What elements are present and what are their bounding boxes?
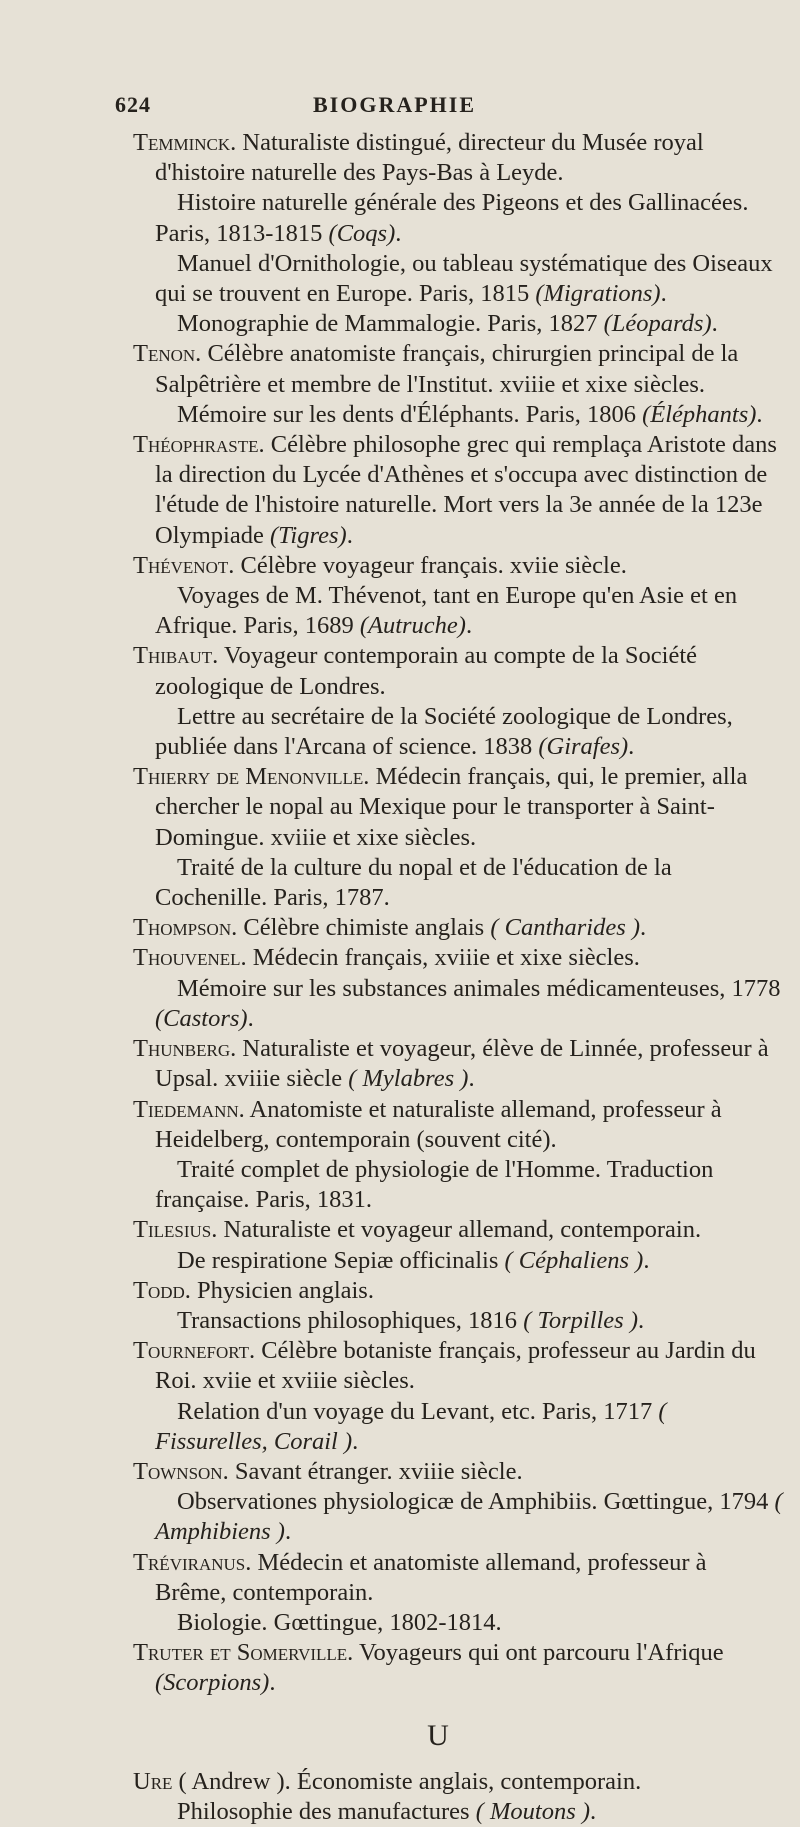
entry-animal-tag: ( Cantharides ) <box>490 914 641 942</box>
work-punct: . <box>247 1004 254 1032</box>
work-citation <box>133 702 783 762</box>
work-animal-tag: ( Fissurelles, Corail ) <box>155 1397 667 1455</box>
work-animal-tag: ( Torpilles ) <box>523 1306 638 1334</box>
work-animal-tag: ( Moutons ) <box>475 1797 591 1825</box>
work-animal-tag: (Éléphants) <box>642 400 757 428</box>
work-text: Manuel d'Ornithologie, ou tableau systématique des Oiseaux qui se trouvent en Europe. Paris, 1815 <box>155 249 773 308</box>
entry-description: Naturaliste et voyageur allemand, contemporain. <box>217 1216 702 1244</box>
work-punct: . <box>628 733 635 761</box>
entry-name: Thierry de Menonville. <box>133 763 370 791</box>
work-text: Relation d'un voyage du Levant, etc. Paris, 1717 <box>177 1397 659 1425</box>
work-text: Philosophie des manufactures <box>177 1797 476 1825</box>
work-punct: . <box>660 280 667 308</box>
work-punct: . <box>756 400 763 428</box>
entry-animal-tag: ( Mylabres ) <box>348 1065 469 1093</box>
entry-description: Célèbre philosophe grec qui remplaça Aristote dans la direction du Lycée d'Athènes et s'occupa avec distinction de l'étude de l'histoire naturelle. Mort vers la 3e année de la 123e Olympiade <box>155 431 777 549</box>
work-citation <box>133 1306 783 1336</box>
work-punct: . <box>284 1518 292 1546</box>
work-punct: . <box>643 1246 650 1274</box>
entry-description: ( Andrew ). Économiste anglais, contemporain. <box>172 1767 642 1795</box>
bio-entry <box>133 762 783 853</box>
page-body <box>133 128 783 1827</box>
work-punct: . <box>352 1427 359 1455</box>
entry-name: Thibaut. <box>133 642 219 670</box>
entry-description: Savant étranger. xviiie siècle. <box>228 1457 523 1485</box>
entry-punct: . <box>468 1065 475 1093</box>
work-citation <box>133 249 783 309</box>
work-text: De respiratione Sepiæ officinalis <box>177 1246 505 1274</box>
entry-punct: . <box>346 521 353 549</box>
work-animal-tag: (Coqs) <box>328 219 396 247</box>
entry-name: Tréviranus. <box>133 1548 252 1576</box>
bio-entry <box>133 641 783 701</box>
work-text: Biologie. Gœttingue, 1802-1814. <box>177 1608 502 1636</box>
work-citation <box>133 1797 783 1827</box>
work-punct: . <box>638 1306 645 1334</box>
work-citation <box>133 400 783 430</box>
entry-name: Thévenot. <box>133 551 235 579</box>
entry-name: Tilesius. <box>133 1216 218 1244</box>
work-text: Traité de la culture du nopal et de l'éducation de la Cochenille. Paris, 1787. <box>155 853 672 912</box>
entries-list-u <box>133 1767 783 1827</box>
bio-entry <box>133 1276 783 1306</box>
entry-name: Théophraste. <box>133 431 265 459</box>
work-punct: . <box>465 612 473 640</box>
entry-description: Naturaliste distingué, directeur du Musée royal d'histoire naturelle des Pays-Bas à Leyde. <box>155 129 704 187</box>
entry-description: Physicien anglais. <box>190 1276 374 1304</box>
entry-description: Célèbre chimiste anglais <box>237 914 491 942</box>
running-title: BIOGRAPHIE <box>313 92 477 117</box>
entry-name: Tenon. <box>133 340 202 368</box>
work-animal-tag: (Autruche) <box>359 612 466 640</box>
entry-description: Voyageurs qui ont parcouru l'Afrique <box>353 1639 724 1667</box>
bio-entry <box>133 1457 783 1487</box>
work-text: Transactions philosophiques, 1816 <box>177 1306 524 1334</box>
work-citation <box>133 1246 783 1276</box>
work-citation <box>133 853 783 913</box>
entry-name: Tiedemann. <box>133 1095 245 1123</box>
entry-name: Tournefort. <box>133 1337 256 1365</box>
work-citation <box>133 1487 783 1547</box>
bio-entry <box>133 1638 783 1698</box>
bio-entry <box>133 1767 783 1797</box>
entry-punct: . <box>269 1669 276 1697</box>
work-animal-tag: ( Amphibiens ) <box>155 1488 783 1546</box>
entry-name: Townson. <box>133 1457 229 1485</box>
entry-animal-tag: (Scorpions) <box>155 1669 270 1697</box>
bio-entry <box>133 1034 783 1094</box>
bio-entry <box>133 128 783 188</box>
work-text: Mémoire sur les dents d'Éléphants. Paris, 1806 <box>177 400 643 428</box>
work-citation <box>133 188 783 248</box>
work-citation <box>133 1155 783 1215</box>
work-text: Observationes physiologicæ de Amphibiis. Gœttingue, 1794 <box>177 1488 775 1516</box>
entry-description: Médecin français, xviiie et xixe siècles. <box>246 944 640 972</box>
bio-entry <box>133 430 783 551</box>
entry-description: Célèbre voyageur français. xviie siècle. <box>234 551 627 579</box>
entry-description: Célèbre botaniste français, professeur au Jardin du Roi. xviie et xviiie siècles. <box>155 1337 756 1395</box>
bio-entry <box>133 1095 783 1155</box>
work-animal-tag: (Migrations) <box>535 280 661 308</box>
bio-entry <box>133 1215 783 1245</box>
entry-name: Ure <box>133 1767 173 1795</box>
bio-entry <box>133 339 783 399</box>
work-citation <box>133 581 783 641</box>
entry-description: Voyageur contemporain au compte de la Société zoologique de Londres. <box>155 642 698 700</box>
work-citation <box>133 1608 783 1638</box>
entry-name: Thompson. <box>133 914 238 942</box>
work-animal-tag: ( Céphaliens ) <box>504 1246 644 1274</box>
bio-entry <box>133 1336 783 1396</box>
entry-name: Thunberg. <box>133 1035 237 1063</box>
work-text: Histoire naturelle générale des Pigeons et des Gallinacées. Paris, 1813-1815 <box>155 189 749 247</box>
section-letter: U <box>427 1718 449 1752</box>
work-citation <box>133 1397 783 1457</box>
entry-description: Anatomiste et naturaliste allemand, professeur à Heidelberg, contemporain (souvent cité). <box>155 1095 722 1153</box>
bio-entry <box>133 551 783 581</box>
page-number: 624 <box>115 92 151 117</box>
work-text: Mémoire sur les substances animales médicamenteuses, 1778 <box>177 974 781 1002</box>
entries-list-t <box>133 128 783 1699</box>
entry-description: Célèbre anatomiste français, chirurgien principal de la Salpêtrière et membre de l'Institut. xviiie et xixe siècles. <box>155 340 739 398</box>
work-animal-tag: (Léopards) <box>603 310 712 338</box>
entry-description: Naturaliste et voyageur, élève de Linnée, professeur à Upsal. xviiie siècle <box>155 1035 769 1093</box>
bio-entry <box>133 943 783 973</box>
work-text: Lettre au secrétaire de la Société zoologique de Londres, publiée dans l'Arcana of science. 1838 <box>155 702 733 761</box>
entry-name: Temminck. <box>133 129 237 156</box>
entry-name: Todd. <box>133 1276 191 1304</box>
entry-punct: . <box>640 914 647 942</box>
entry-name: Thouvenel. <box>133 944 247 972</box>
work-text: Traité complet de physiologie de l'Homme. Traduction française. Paris, 1831. <box>155 1155 714 1214</box>
work-punct: . <box>395 219 402 247</box>
work-text: Monographie de Mammalogie. Paris, 1827 <box>177 310 604 338</box>
work-animal-tag: (Girafes) <box>538 733 629 761</box>
bio-entry <box>133 1548 783 1608</box>
work-citation <box>133 309 783 339</box>
bio-entry <box>133 913 783 943</box>
work-citation <box>133 974 783 1034</box>
entry-description: Médecin français, qui, le premier, alla chercher le nopal au Mexique pour le transporter à Saint-Domingue. xviiie et xixe siècles. <box>155 763 748 851</box>
entry-name: Truter et Somerville. <box>133 1639 354 1667</box>
entry-animal-tag: (Tigres) <box>270 521 347 549</box>
entry-description: Médecin et anatomiste allemand, professeur à Brême, contemporain. <box>155 1548 707 1606</box>
work-animal-tag: (Castors) <box>155 1004 248 1032</box>
work-punct: . <box>590 1797 597 1825</box>
work-text: Voyages de M. Thévenot, tant en Europe qu'en Asie et en Afrique. Paris, 1689 <box>155 582 738 640</box>
work-punct: . <box>711 310 718 338</box>
